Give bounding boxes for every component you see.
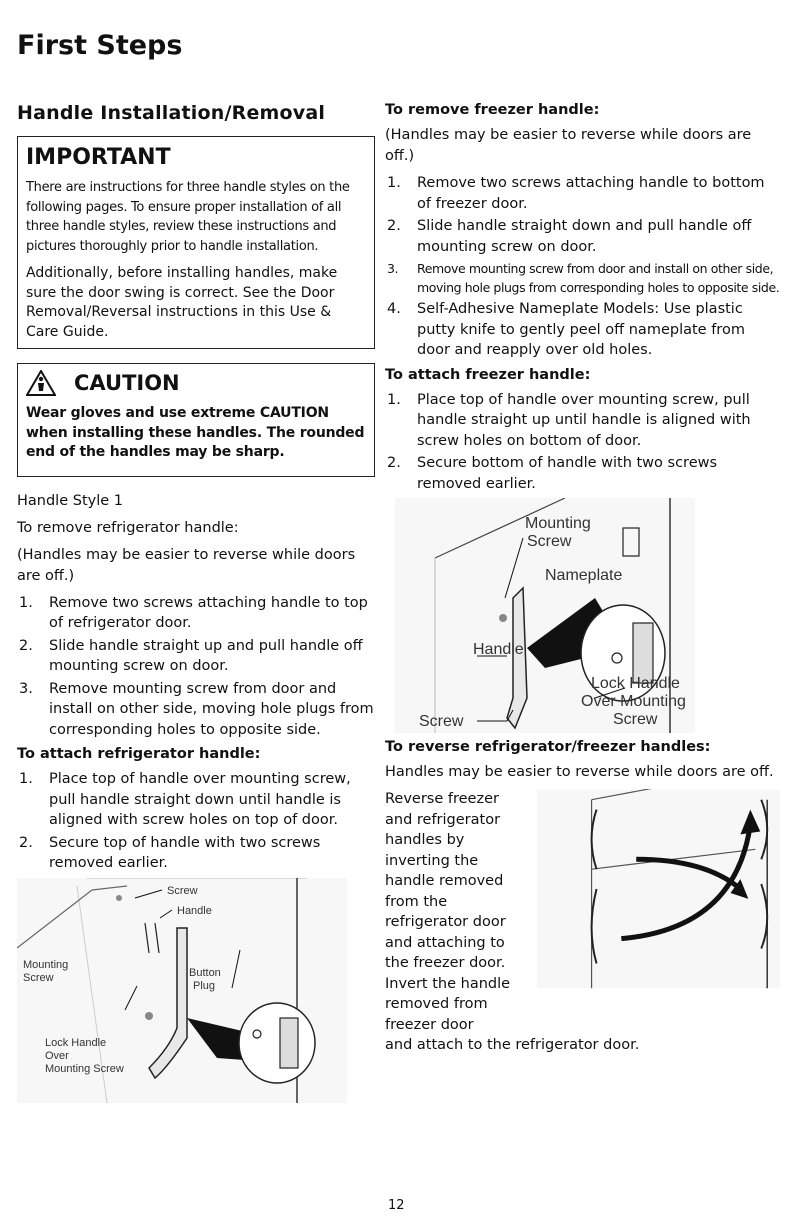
label-screw-bottom-right: Screw bbox=[613, 711, 658, 728]
important-heading: IMPORTANT bbox=[26, 145, 171, 170]
label-nameplate: Nameplate bbox=[545, 567, 623, 584]
caution-text: Wear gloves and use extreme CAUTION when installing these handles. The rounded end of the handles may be sharp. bbox=[26, 405, 365, 460]
label-lock-handle: Lock Handle bbox=[591, 675, 680, 692]
list-item: 1. Place top of handle over mounting screw, pull handle straight up until handle is aligned with screw holes on bottom of door. bbox=[387, 391, 751, 449]
important-para-2: Additionally, before installing handles, make sure the door swing is correct. See the Door Removal/Reversal instructions in this Use & Care Guide. bbox=[26, 265, 338, 340]
label-screw: Screw bbox=[167, 884, 198, 897]
list-item: 3. Remove mounting screw from door and install on other side, moving hole plugs from corresponding holes to opposite side. bbox=[19, 680, 374, 738]
list-item: 4. Self-Adhesive Nameplate Models: Use plastic putty knife to gently peel off nameplate from door and reapply over old holes. bbox=[387, 301, 745, 358]
attach-fridge-steps bbox=[17, 769, 375, 874]
remove-fridge-steps bbox=[17, 593, 375, 741]
label-over: Over bbox=[45, 1049, 69, 1062]
list-item: 2. Slide handle straight down and pull handle off mounting screw on door. bbox=[387, 218, 752, 255]
remove-freezer-heading: To remove freezer handle: bbox=[385, 102, 600, 118]
reverse-heading: To reverse refrigerator/freezer handles: bbox=[385, 739, 711, 755]
easier-note-right: (Handles may be easier to reverse while doors are off.) bbox=[385, 127, 752, 164]
label-mounting: Mounting bbox=[23, 958, 69, 971]
caution-heading: CAUTION bbox=[74, 371, 180, 395]
label-screw: Screw bbox=[527, 533, 572, 550]
label-mounting: Mounting bbox=[525, 515, 591, 532]
reverse-row bbox=[385, 789, 780, 1035]
easier-note-left: (Handles may be easier to reverse while doors are off.) bbox=[17, 546, 356, 584]
label-over-mounting: Over Mounting bbox=[581, 693, 686, 710]
list-item: 2. Slide handle straight up and pull handle off mounting screw on door. bbox=[19, 637, 363, 674]
list-item: 1. Place top of handle over mounting screw, pull handle straight down until handle is aligned with screw holes on top of door. bbox=[19, 771, 351, 828]
label-handle: Handle bbox=[177, 904, 212, 917]
label-mounting-screw: Mounting Screw bbox=[45, 1062, 124, 1075]
handle-style-title: Handle Style 1 bbox=[17, 492, 123, 509]
page-number: 12 bbox=[388, 1198, 405, 1213]
label-handle: Handle bbox=[473, 641, 524, 658]
remove-fridge-heading: To remove refrigerator handle: bbox=[17, 519, 239, 536]
label-screw-bottom-left: Screw bbox=[419, 713, 464, 730]
list-item: 1. Remove two screws attaching handle to top of refrigerator door. bbox=[19, 594, 368, 631]
important-para-1: There are instructions for three handle styles on the following pages. To ensure proper installation of all three handle styles, review these instructions and pictures thoroughly prior to handle installation. bbox=[26, 180, 350, 254]
caution-header bbox=[26, 370, 366, 396]
label-screw-2: Screw bbox=[23, 971, 54, 984]
reverse-tail: and attach to the refrigerator door. bbox=[385, 1037, 640, 1053]
freezer-handle-figure bbox=[395, 498, 695, 733]
list-item: 2. Secure bottom of handle with two screws removed earlier. bbox=[387, 455, 718, 492]
important-box bbox=[17, 136, 375, 349]
section-title: Handle Installation/Removal bbox=[17, 102, 326, 124]
attach-freezer-steps bbox=[385, 390, 780, 495]
reverse-note: Handles may be easier to reverse while doors are off. bbox=[385, 764, 774, 780]
right-column bbox=[385, 100, 780, 1055]
reverse-handles-figure bbox=[537, 789, 780, 989]
list-item: 2. Secure top of handle with two screws removed earlier. bbox=[19, 834, 321, 871]
attach-freezer-heading: To attach freezer handle: bbox=[385, 366, 591, 383]
page-title: First Steps bbox=[17, 30, 183, 61]
fridge-handle-figure bbox=[17, 878, 347, 1103]
list-item: 3. Remove mounting screw from door and install on other side, moving hole plugs from corresponding holes to opposite side. bbox=[387, 261, 780, 295]
left-column bbox=[17, 100, 375, 1107]
list-item: 1. Remove two screws attaching handle to bottom of freezer door. bbox=[387, 175, 765, 212]
caution-box bbox=[17, 363, 375, 477]
label-plug: Plug bbox=[193, 979, 216, 992]
label-lock-handle: Lock Handle bbox=[45, 1036, 107, 1049]
reverse-text: Reverse freezer and refrigerator handles by inverting the handle removed from the refrigerator door and attaching to the freezer door. Invert the handle removed from freezer door bbox=[385, 791, 511, 1033]
remove-freezer-steps bbox=[385, 173, 780, 361]
label-button: Button bbox=[189, 966, 221, 979]
warning-triangle-icon bbox=[26, 370, 56, 396]
attach-fridge-heading: To attach refrigerator handle: bbox=[17, 746, 261, 762]
